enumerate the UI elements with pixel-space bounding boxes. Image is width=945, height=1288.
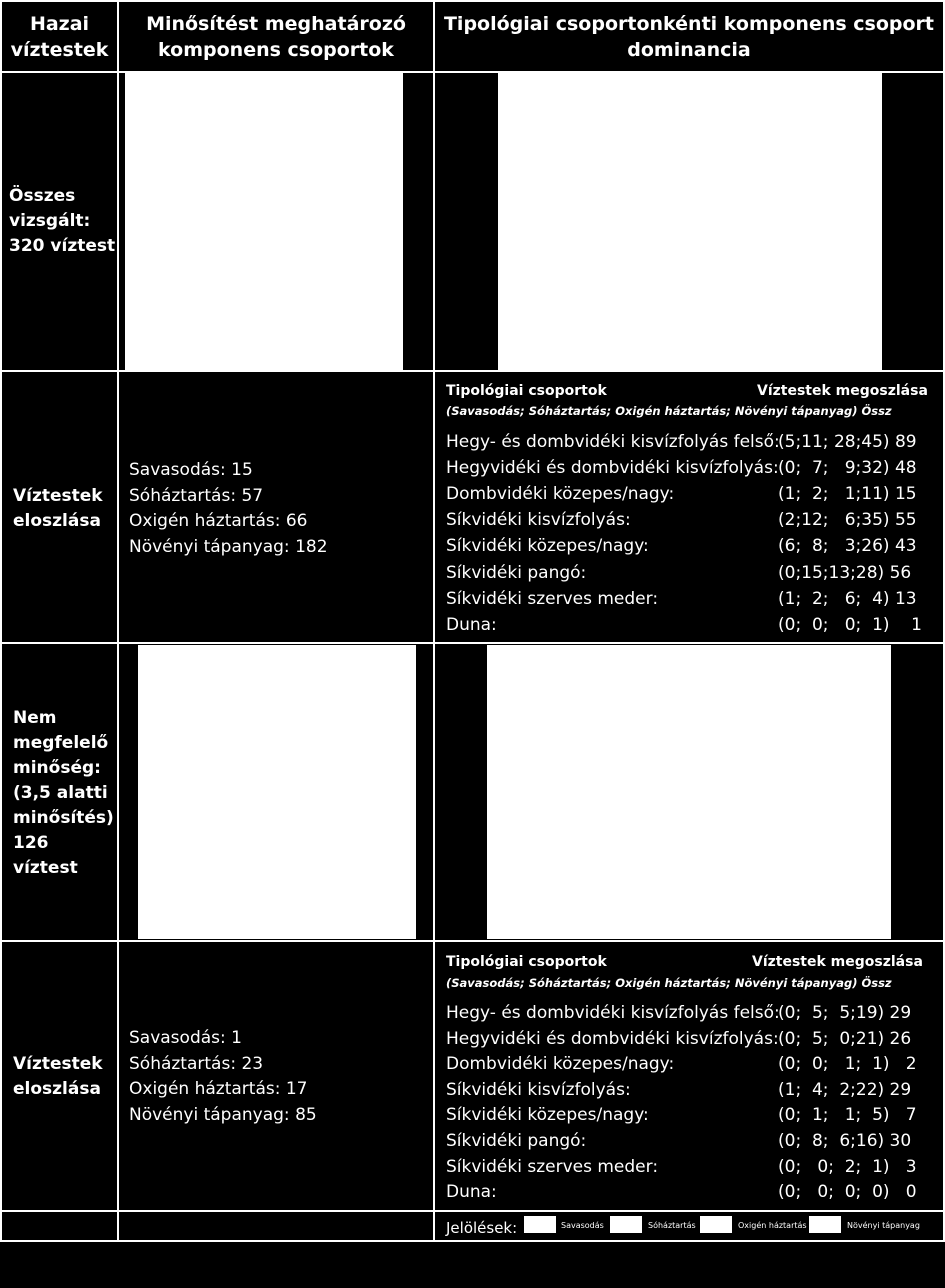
typology-values: (0; 0; 1; 1) 2 bbox=[778, 1054, 917, 1075]
label-line: minőség: bbox=[13, 758, 101, 778]
typology-values: (0; 5; 0;21) 26 bbox=[778, 1028, 912, 1049]
legend-label: Jelölések: bbox=[446, 1219, 518, 1237]
row-label-osszes bbox=[9, 184, 117, 259]
typology-subhead: (Savasodás; Sóháztartás; Oxigén háztartás; Növényi tápanyag) Össz bbox=[446, 404, 892, 418]
stat-line: Savasodás: 1 bbox=[129, 1028, 242, 1048]
label-line: 320 víztest bbox=[9, 236, 116, 256]
typology-values: (6; 8; 3;26) 43 bbox=[778, 536, 917, 557]
typology-values: (0; 0; 0; 1) 1 bbox=[778, 614, 922, 635]
row-divider bbox=[0, 370, 945, 372]
typology-values: (0; 5; 5;19) 29 bbox=[778, 1003, 912, 1023]
pie-chart-image bbox=[138, 645, 416, 939]
label-line: 126 víztest bbox=[13, 833, 78, 878]
typology-row bbox=[446, 1155, 941, 1180]
typology-row bbox=[446, 587, 941, 612]
header-text: Hazai bbox=[29, 12, 90, 35]
typology-name: Síkvidéki pangó: bbox=[446, 1131, 587, 1151]
typology-name: Duna: bbox=[446, 1182, 497, 1203]
header-col-hazai bbox=[2, 2, 117, 71]
header-col-komponens bbox=[119, 2, 433, 71]
typology-values: (0; 0; 0; 0) 0 bbox=[778, 1182, 917, 1203]
typology-name: Hegy- és dombvidéki kisvízfolyás felső: bbox=[446, 1003, 780, 1023]
label-line: eloszlása bbox=[13, 511, 101, 531]
legend-swatch bbox=[524, 1216, 556, 1233]
typology-row bbox=[446, 1027, 941, 1052]
typology-name: Duna: bbox=[446, 614, 497, 635]
legend-item: Oxigén háztartás bbox=[738, 1221, 807, 1230]
header-text: Tipológiai csoportonkénti komponens csoport bbox=[443, 12, 935, 35]
header-col-dominancia bbox=[435, 2, 943, 71]
legend-swatch bbox=[700, 1216, 732, 1233]
typology-values: (0; 8; 6;16) 30 bbox=[778, 1131, 912, 1151]
typology-name: Síkvidéki szerves meder: bbox=[446, 588, 659, 609]
typology-table bbox=[446, 1001, 941, 1206]
typology-values: (1; 4; 2;22) 29 bbox=[778, 1079, 912, 1100]
stat-line: Sóháztartás: 23 bbox=[129, 1053, 264, 1074]
typology-row bbox=[446, 1001, 941, 1026]
pie-chart-image bbox=[125, 73, 403, 370]
typology-values: (0; 1; 1; 5) 7 bbox=[778, 1105, 917, 1126]
typology-name: Hegyvidéki és dombvidéki kisvízfolyás: bbox=[446, 1028, 779, 1049]
legend-swatch bbox=[809, 1216, 841, 1233]
typology-row bbox=[446, 561, 941, 586]
label-line: Nem bbox=[13, 708, 57, 728]
typology-head-left: Tipológiai csoportok bbox=[446, 954, 607, 970]
typology-row bbox=[446, 613, 941, 638]
label-line: eloszlása bbox=[13, 1079, 101, 1099]
col-divider bbox=[0, 0, 2, 1242]
label-line: megfelelő bbox=[13, 733, 109, 753]
stat-line: Savasodás: 15 bbox=[129, 460, 253, 480]
label-line: Víztestek bbox=[13, 486, 103, 506]
header-text: dominancia bbox=[627, 38, 751, 61]
typology-name: Síkvidéki pangó: bbox=[446, 562, 587, 583]
bar-chart-image bbox=[498, 73, 882, 370]
typology-name: Dombvidéki közepes/nagy: bbox=[446, 484, 675, 505]
typology-head-right: Víztestek megoszlása bbox=[757, 383, 928, 399]
typology-row bbox=[446, 1129, 941, 1154]
typology-name: Síkvidéki közepes/nagy: bbox=[446, 1105, 649, 1126]
header-text: komponens csoportok bbox=[158, 38, 394, 61]
table-border-bottom bbox=[0, 1240, 945, 1242]
typology-name: Hegyvidéki és dombvidéki kisvízfolyás: bbox=[446, 458, 779, 479]
stat-line: Növényi tápanyag: 182 bbox=[129, 536, 328, 557]
component-stats bbox=[129, 458, 429, 560]
legend-item: Növényi tápanyag bbox=[847, 1221, 920, 1230]
typology-table bbox=[446, 430, 941, 640]
stat-line: Sóháztartás: 57 bbox=[129, 485, 264, 506]
typology-name: Síkvidéki közepes/nagy: bbox=[446, 536, 649, 557]
typology-name: Hegy- és dombvidéki kisvízfolyás felső: bbox=[446, 432, 780, 452]
col-divider bbox=[433, 0, 435, 1242]
row-divider bbox=[0, 1210, 945, 1212]
label-line: minősítés) bbox=[13, 808, 114, 828]
row-divider bbox=[0, 642, 945, 644]
typology-values: (0; 7; 9;32) 48 bbox=[778, 458, 917, 479]
stat-line: Növényi tápanyag: 85 bbox=[129, 1104, 317, 1125]
typology-name: Síkvidéki kisvízfolyás: bbox=[446, 1079, 631, 1100]
header-text: víztestek bbox=[10, 38, 109, 61]
typology-values: (2;12; 6;35) 55 bbox=[778, 510, 917, 531]
label-line: Víztestek bbox=[13, 1054, 103, 1074]
row-divider bbox=[0, 940, 945, 942]
typology-values: (0; 0; 2; 1) 3 bbox=[778, 1156, 917, 1177]
stat-line: Oxigén háztartás: 66 bbox=[129, 511, 308, 531]
header-text: Minősítést meghatározó bbox=[146, 12, 406, 35]
legend-item: Sóháztartás bbox=[648, 1221, 696, 1230]
typology-row bbox=[446, 534, 941, 559]
typology-head-left: Tipológiai csoportok bbox=[446, 383, 607, 399]
typology-row bbox=[446, 1052, 941, 1077]
col-divider bbox=[117, 0, 119, 1242]
typology-row bbox=[446, 456, 941, 481]
typology-values: (0;15;13;28) 56 bbox=[778, 562, 912, 583]
label-line: Összes bbox=[9, 186, 76, 206]
component-stats bbox=[129, 1026, 429, 1128]
typology-name: Síkvidéki kisvízfolyás: bbox=[446, 510, 631, 531]
typology-row bbox=[446, 1180, 941, 1205]
row-label-nem-megfelelo bbox=[13, 706, 117, 881]
typology-row bbox=[446, 482, 941, 507]
typology-head-right: Víztestek megoszlása bbox=[752, 954, 923, 970]
typology-values: (1; 2; 1;11) 15 bbox=[778, 484, 917, 505]
legend-swatch bbox=[610, 1216, 642, 1233]
typology-row bbox=[446, 1103, 941, 1128]
legend-item: Savasodás bbox=[561, 1221, 604, 1230]
typology-values: (5;11; 28;45) 89 bbox=[778, 432, 917, 452]
label-line: (3,5 alatti bbox=[13, 783, 108, 803]
label-line: vizsgált: bbox=[9, 211, 91, 231]
typology-values: (1; 2; 6; 4) 13 bbox=[778, 588, 917, 609]
stat-line: Oxigén háztartás: 17 bbox=[129, 1079, 308, 1099]
typology-row bbox=[446, 1078, 941, 1103]
typology-row bbox=[446, 508, 941, 533]
typology-name: Síkvidéki szerves meder: bbox=[446, 1156, 659, 1177]
typology-name: Dombvidéki közepes/nagy: bbox=[446, 1054, 675, 1075]
typology-row bbox=[446, 430, 941, 455]
bar-chart-image bbox=[487, 645, 891, 939]
typology-subhead: (Savasodás; Sóháztartás; Oxigén háztartás; Növényi tápanyag) Össz bbox=[446, 976, 892, 990]
row-label-eloszlasa bbox=[13, 484, 117, 534]
row-label-eloszlasa bbox=[13, 1052, 117, 1102]
